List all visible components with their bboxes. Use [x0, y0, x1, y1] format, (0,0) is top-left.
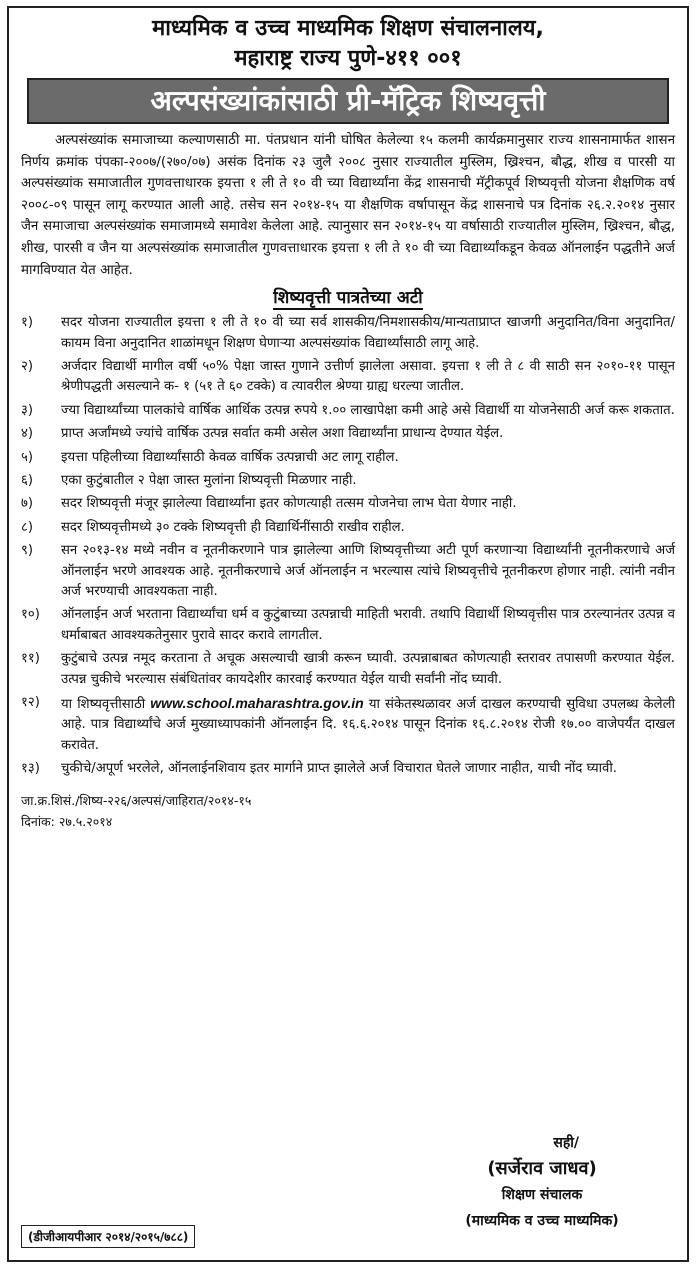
dgipr-code: (डीजीआयपीआर २०१४/२०१५/७८८)	[21, 1225, 195, 1248]
condition-text: सदर योजना राज्यातील इयत्ता १ ली ते १० वी च्या सर्व शासकीय/निमशासकीय/मान्यताप्राप्त खाजगी अनुदानित/विना अनुदानित/कायम विना अनुदानित शाळांमधून शिक्षण घेणाऱ्या अल्पसंख्यांक विद्यार्थ्यांसाठी लागू आहे.	[61, 315, 675, 351]
condition-text: सदर शिष्यवृत्ती मंजूर झालेल्या विद्यार्थ्यांना इतर कोणत्याही तत्सम योजनेचा लाभ घेता येणार नाही.	[61, 496, 517, 512]
condition-number: ११)	[21, 651, 40, 667]
condition-number: ६)	[21, 473, 34, 488]
condition-text: प्राप्त अर्जांमध्ये ज्यांचे वार्षिक उत्पन्न सर्वात कमी असेल अशा विद्यार्थ्यांना प्राधान्य देण्यात येईल.	[61, 426, 504, 442]
reference-block	[21, 790, 675, 832]
condition-number: १३)	[21, 761, 40, 777]
condition-item	[21, 494, 675, 514]
condition-number: ५)	[21, 449, 34, 465]
condition-item	[21, 471, 675, 491]
signature-block	[427, 1130, 657, 1234]
advertisement-page	[7, 6, 689, 1262]
intro-paragraph: अल्पसंख्यांक समाजाच्या कल्याणसाठी मा. पंतप्रधान यांनी घोषित केलेल्या १५ कलमी कार्यक्रमानुसार राज्य शासनामार्फत शासन निर्णय क्रमांक पंपका-२००७/(२७०/०७) असंक दिनांक २३ जुलै २००८ नुसार राज्यातील मुस्लिम, ख्रिश्चन, बौद्ध, शीख व पारसी या अल्पसंख्यांक समाजातील गुणवत्ताधारक इयत्ता १ ली ते १० वी च्या विद्यार्थ्यांना केंद्र शासनाची मॅट्रीकपूर्व शिष्यवृत्ती योजना शैक्षणिक वर्ष २००८-०९ पासून लागू करण्यात आली आहे. तसेच सन २०१४-१५ या शैक्षणिक वर्षापासून केंद्र शासनाचे पत्र दिनांक २६.२.२०१४ नुसार जैन समाजाचा अल्पसंख्यांक समाजामध्ये समावेश केलेला आहे. त्यानुसार सन २०१४-१५ या वर्षासाठी राज्यातील मुस्लिम, ख्रिश्चन, बौद्ध, शीख, पारसी व जैन या अल्पसंख्यांक समाजातील गुणवत्ताधारक इयत्ता १ ली ते १० वी च्या विद्यार्थ्यांकडून केवळ ऑनलाईन पद्धतीने अर्ज मागविण्यात येत आहेत.	[21, 133, 675, 278]
condition-text: ऑनलाईन अर्ज भरताना विद्यार्थ्यांचा धर्म व कुटुंबाच्या उत्पन्नाची माहिती भरावी. तथापि विद्यार्थी शिष्यवृत्तीस पात्र ठरल्यानंतर उत्पन्न व धर्माबाबत आवश्यकतेनुसार पुरावे सादर करावे लागतील.	[61, 607, 675, 643]
condition-text: सदर शिष्यवृत्तीमध्ये ३० टक्के शिष्यवृत्ती ही विद्यार्थिनींसाठी राखीव राहील.	[61, 519, 405, 535]
signatory-name: (सर्जेराव जाधव)	[487, 1158, 597, 1179]
signatory-office: (माध्यमिक व उच्च माध्यमिक)	[465, 1213, 619, 1229]
reference-number: जा.क्र.शिसं./शिष्य-२२६/अल्पसं/जाहिरात/२०१४-१५	[21, 792, 252, 808]
condition-number: ३)	[21, 402, 34, 418]
conditions-heading-text: शिष्यवृत्ती पात्रतेच्या अटी	[273, 288, 423, 309]
header-line-2: महाराष्ट्र राज्य पुणे-४११ ००१	[234, 46, 462, 71]
condition-item	[21, 357, 675, 398]
condition-number: १२)	[21, 695, 40, 711]
condition-item	[21, 518, 675, 538]
condition-item	[21, 313, 675, 354]
header-line-1: माध्यमिक व उच्च माध्यमिक शिक्षण संचालनालय,	[152, 16, 544, 41]
conditions-heading	[21, 285, 675, 311]
condition-text-before: या शिष्यवृत्तीसाठी	[61, 697, 151, 713]
issue-date: दिनांक: २७.५.२०१४	[21, 813, 113, 829]
condition-text: चुकीचे/अपूर्ण भरलेले, ऑनलाईनशिवाय इतर मार्गाने प्राप्त झालेले अर्ज विचारात घेतले जाणार नाहीत, याची नोंद घ्यावी.	[61, 761, 617, 777]
condition-text: इयत्ता पहिलीच्या विद्यार्थ्यांसाठी केवळ वार्षिक उत्पन्नाची अट लागू राहील.	[61, 449, 399, 465]
condition-number: ८)	[21, 519, 34, 535]
condition-item	[21, 448, 675, 468]
condition-text: अर्जदार विद्यार्थी मागील वर्षी ५०% पेक्षा जास्त गुणाने उत्तीर्ण झालेला असावा. इयत्ता १ ली ते ८ वी साठी सन २०१०-११ पासून श्रेणीपद्धती असल्याने क- १ (५१ ते ६० टक्के) व त्यावरील श्रेण्या ग्राह्य धरल्या जातील.	[61, 358, 675, 395]
condition-item	[21, 759, 675, 779]
condition-number: २)	[21, 358, 34, 374]
condition-item	[21, 541, 675, 602]
signatory-designation: शिक्षण संचालक	[501, 1187, 583, 1203]
condition-item	[21, 424, 675, 444]
condition-number: ७)	[21, 496, 34, 512]
condition-text: सन २०१३-१४ मध्ये नवीन व नूतनीकरणाने पात्र झालेल्या आणि शिष्यवृत्तीच्या अटी पूर्ण करणाऱ्या विद्यार्थ्यांनी नूतनीकरणाचे अर्ज ऑनलाईन भरणे आवश्यक आहे. नूतनीकरणाचे अर्ज ऑनलाईन न भरल्यास त्यांचे शिष्यवृत्तीचे नूतनीकरण होणार नाही. त्यांनी नवीन अर्ज भरण्याची आवश्यकता नाही.	[61, 543, 675, 600]
condition-text: कुटुंबाचे उत्पन्न नमूद करताना ते अचूक असल्याची खात्री करून घ्यावी. उत्पन्नाबाबत कोणत्याही स्तरावर तपासणी करण्यात येईल. उत्पन्न चुकीचे भरल्यास संबंधितांवर कायदेशीर कारवाई करण्यात येईल याची सर्वांनी नोंद घ्यावी.	[61, 651, 675, 687]
banner-title: अल्पसंख्यांकांसाठी प्री-मॅट्रिक शिष्यवृत्ती	[27, 78, 669, 124]
condition-text	[61, 693, 675, 756]
conditions-list	[21, 313, 675, 780]
condition-number: ९)	[21, 543, 34, 559]
condition-item	[21, 693, 675, 756]
condition-text: एका कुटुंबातील २ पेक्षा जास्त मुलांना शिष्यवृत्ती मिळणार नाही.	[61, 473, 357, 488]
condition-item	[21, 605, 675, 646]
condition-text-after: या संकेतस्थळावर अर्ज दाखल करण्याची सुविधा उपलब्ध केलेली आहे. पात्र विद्यार्थ्यांचे अर्ज मुख्याध्यापकांनी ऑनलाईन दि. १६.६.२०१४ पासून दिनांक १६.८.२०१४ रोजी १७.०० वाजेपर्यंत दाखल करावेत.	[61, 697, 675, 753]
condition-text: ज्या विद्यार्थ्यांच्या पालकांचे वार्षिक आर्थिक उत्पन्न रुपये १.०० लाखापेक्षा कमी आहे असे विद्यार्थी या योजनेसाठी अर्ज करू शकतात.	[61, 402, 675, 418]
condition-number: ४)	[21, 426, 34, 442]
condition-number: १०)	[21, 607, 40, 623]
condition-number: १)	[21, 315, 34, 331]
condition-item	[21, 649, 675, 690]
website-link[interactable]: www.school.maharashtra.gov.in	[150, 695, 364, 712]
signature-mark: सही/	[553, 1135, 579, 1151]
condition-item	[21, 401, 675, 421]
